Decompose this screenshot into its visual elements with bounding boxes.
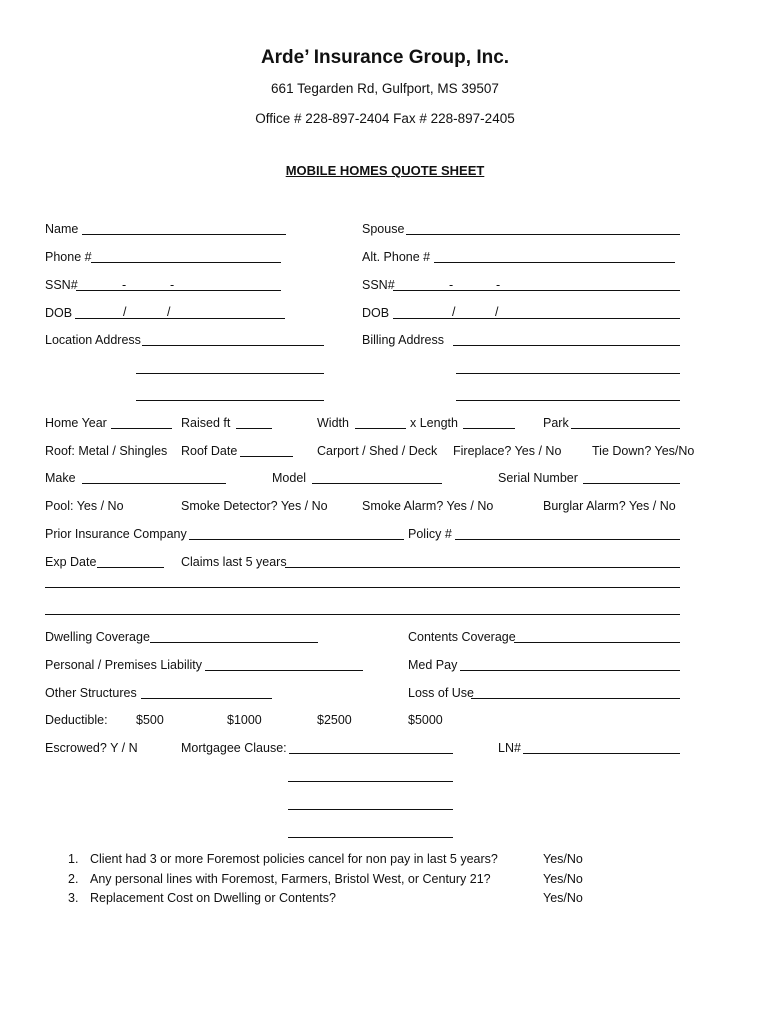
deductible-label: Deductible:	[45, 713, 108, 727]
name-field[interactable]	[82, 234, 286, 235]
location-address-field-2[interactable]	[136, 373, 324, 374]
escrowed-label: Escrowed? Y / N	[45, 741, 138, 755]
loss-of-use-label: Loss of Use	[408, 686, 475, 700]
carport-shed-deck-label: Carport / Shed / Deck	[317, 444, 438, 458]
dob-field[interactable]	[75, 318, 285, 319]
contents-coverage-label: Contents Coverage	[408, 630, 516, 644]
other-structures-label: Other Structures	[45, 686, 137, 700]
serial-number-label: Serial Number	[498, 471, 578, 485]
exp-date-label: Exp Date	[45, 555, 97, 569]
location-address-label: Location Address	[45, 333, 141, 347]
spouse-dob-label: DOB	[362, 306, 390, 320]
make-label: Make	[45, 471, 76, 485]
smoke-detector-label: Smoke Detector? Yes / No	[181, 499, 328, 513]
med-pay-label: Med Pay	[408, 658, 458, 672]
question-3-number: 3.	[68, 891, 79, 905]
length-field[interactable]	[463, 428, 515, 429]
question-1-answer[interactable]: Yes/No	[543, 852, 583, 866]
roof-date-label: Roof Date	[181, 444, 238, 458]
loss-of-use-field[interactable]	[471, 698, 680, 699]
prior-insurance-label: Prior Insurance Company	[45, 527, 187, 541]
serial-number-field[interactable]	[583, 483, 680, 484]
med-pay-field[interactable]	[460, 670, 680, 671]
spouse-field[interactable]	[406, 234, 680, 235]
company-contact: Office # 228-897-2404 Fax # 228-897-2405	[255, 111, 515, 126]
roof-date-field[interactable]	[240, 456, 293, 457]
claims-field-3[interactable]	[45, 614, 680, 615]
fireplace-label: Fireplace? Yes / No	[453, 444, 562, 458]
phone-label: Phone #	[45, 250, 92, 264]
deductible-500-option[interactable]: $500	[136, 713, 164, 727]
form-title: MOBILE HOMES QUOTE SHEET	[285, 163, 485, 178]
billing-address-label: Billing Address	[362, 333, 444, 347]
raised-ft-field[interactable]	[236, 428, 272, 429]
alt-phone-label: Alt. Phone #	[362, 250, 431, 264]
question-1-text: Client had 3 or more Foremost policies cancel for non pay in last 5 years?	[90, 852, 498, 866]
tie-down-label: Tie Down? Yes/No	[592, 444, 695, 458]
dwelling-coverage-field[interactable]	[150, 642, 318, 643]
question-1-number: 1.	[68, 852, 79, 866]
exp-date-field[interactable]	[97, 567, 164, 568]
raised-ft-label: Raised ft	[181, 416, 231, 430]
mortgagee-clause-field-4[interactable]	[288, 837, 453, 838]
length-label: x Length	[410, 416, 458, 430]
spouse-ssn-dash-1: -	[449, 278, 454, 292]
deductible-1000-option[interactable]: $1000	[227, 713, 262, 727]
company-address: 661 Tegarden Rd, Gulfport, MS 39507	[271, 81, 499, 96]
claims-label: Claims last 5 years	[181, 555, 287, 569]
ssn-label: SSN#	[45, 278, 78, 292]
park-label: Park	[543, 416, 569, 430]
spouse-ssn-label: SSN#	[362, 278, 395, 292]
ssn-field[interactable]	[76, 290, 281, 291]
dwelling-coverage-label: Dwelling Coverage	[45, 630, 150, 644]
claims-field-2[interactable]	[45, 587, 680, 588]
billing-address-field-1[interactable]	[453, 345, 680, 346]
home-year-field[interactable]	[111, 428, 172, 429]
location-address-field-1[interactable]	[142, 345, 324, 346]
policy-field[interactable]	[455, 539, 680, 540]
dob-label: DOB	[45, 306, 73, 320]
billing-address-field-2[interactable]	[456, 373, 680, 374]
deductible-2500-option[interactable]: $2500	[317, 713, 352, 727]
alt-phone-field[interactable]	[434, 262, 675, 263]
spouse-dob-field[interactable]	[393, 318, 680, 319]
ssn-dash-2: -	[170, 278, 175, 292]
contents-coverage-field[interactable]	[514, 642, 680, 643]
dob-slash-1: /	[123, 305, 127, 319]
roof-type-label: Roof: Metal / Shingles	[45, 444, 168, 458]
burglar-alarm-label: Burglar Alarm? Yes / No	[543, 499, 676, 513]
dob-slash-2: /	[167, 305, 171, 319]
question-3-text: Replacement Cost on Dwelling or Contents?	[90, 891, 336, 905]
ln-label: LN#	[498, 741, 521, 755]
company-name: Arde’ Insurance Group, Inc.	[260, 47, 510, 68]
name-label: Name	[45, 222, 79, 236]
question-2-answer[interactable]: Yes/No	[543, 872, 583, 886]
liability-label: Personal / Premises Liability	[45, 658, 203, 672]
spouse-ssn-dash-2: -	[496, 278, 501, 292]
other-structures-field[interactable]	[141, 698, 272, 699]
ln-field[interactable]	[523, 753, 680, 754]
mortgagee-clause-field-2[interactable]	[288, 781, 453, 782]
deductible-5000-option[interactable]: $5000	[408, 713, 443, 727]
liability-field[interactable]	[205, 670, 363, 671]
spouse-ssn-field[interactable]	[393, 290, 680, 291]
pool-label: Pool: Yes / No	[45, 499, 124, 513]
width-label: Width	[317, 416, 349, 430]
make-field[interactable]	[82, 483, 226, 484]
spouse-dob-slash-1: /	[452, 305, 456, 319]
smoke-alarm-label: Smoke Alarm? Yes / No	[362, 499, 494, 513]
width-field[interactable]	[355, 428, 406, 429]
mortgagee-clause-field-3[interactable]	[288, 809, 453, 810]
model-label: Model	[272, 471, 307, 485]
question-2-number: 2.	[68, 872, 79, 886]
phone-field[interactable]	[91, 262, 281, 263]
question-2-text: Any personal lines with Foremost, Farmers, Bristol West, or Century 21?	[90, 872, 491, 886]
spouse-label: Spouse	[362, 222, 405, 236]
home-year-label: Home Year	[45, 416, 107, 430]
location-address-field-3[interactable]	[136, 400, 324, 401]
billing-address-field-3[interactable]	[456, 400, 680, 401]
mortgagee-clause-field-1[interactable]	[289, 753, 453, 754]
ssn-dash-1: -	[122, 278, 127, 292]
model-field[interactable]	[312, 483, 442, 484]
policy-label: Policy #	[408, 527, 452, 541]
prior-insurance-field[interactable]	[189, 539, 404, 540]
claims-field-1[interactable]	[285, 567, 680, 568]
question-3-answer[interactable]: Yes/No	[543, 891, 583, 905]
park-field[interactable]	[571, 428, 680, 429]
mortgagee-clause-label: Mortgagee Clause:	[181, 741, 287, 755]
spouse-dob-slash-2: /	[495, 305, 499, 319]
